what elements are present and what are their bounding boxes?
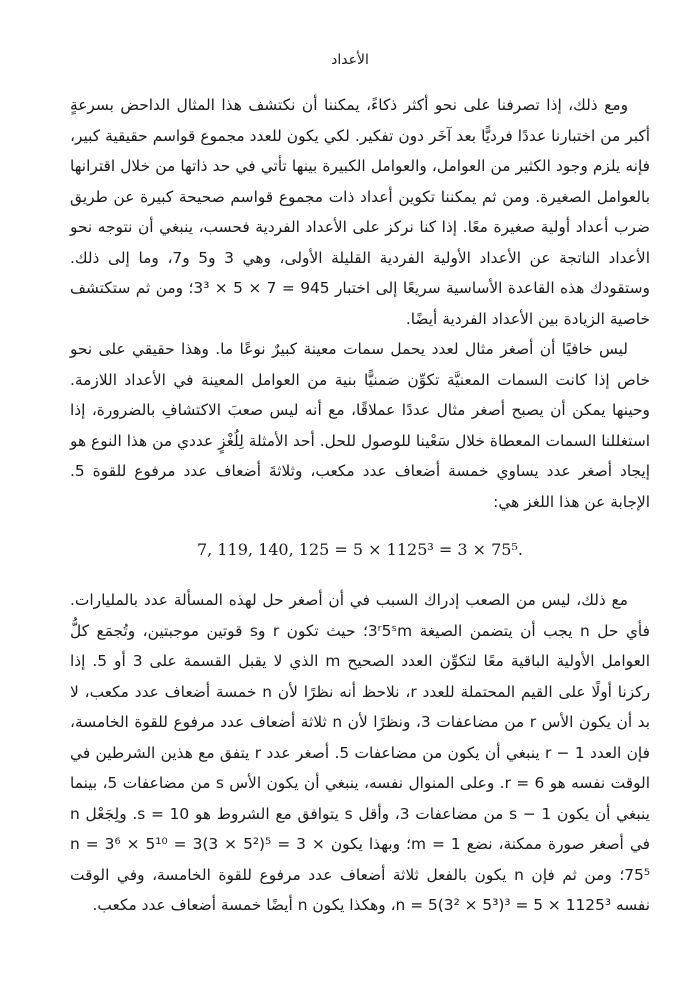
page-body xyxy=(70,90,650,921)
paragraph-2: ليس خافيًا أن أصغر مثال لعدد يحمل سمات معينة كبيرٌ نوعًا ما. وهذا حقيقي على نحو خاص إذا كانت السمات المعنيَّة تكوِّن ضمنيًّا بنية من العوامل المعينة في الأعداد اللازمة. وحينها يمكن أن يصبح أصغر مثال عددًا عملاقًا، مع أنه ليس صعبَ الاكتشافِ بالضرورة، إذا استغللنا السمات المعطاة خلال سَعْينا للوصول للحل. أحد الأمثلة لِلُغْزٍ عددي من هذا النوع هو إيجاد أصغر عدد يساوي خمسة أضعاف عدد مكعب، وثلاثةَ أضعاف عدد مرفوع للقوة 5. الإجابة عن هذا اللغز هي: xyxy=(70,340,650,511)
running-head: الأعداد xyxy=(331,52,369,68)
display-equation: 7, 119, 140, 125 = 5 × 1125³ = 3 × 75⁵. xyxy=(197,540,523,559)
paragraph-1: ومع ذلك، إذا تصرفنا على نحو أكثر ذكاءً، يمكننا أن نكتشف هذا المثال الداحض بسرعةٍ أكبر من اختبارنا عددًا فرديًّا بعد آخَر دون تفكير. لكي يكون للعدد مجموع قواسم حقيقية كبير، فإنه يلزم وجود الكثير من العوامل، والعوامل الكبيرة بينها تأتي في حد ذاتها من خلال اقترانها بالعوامل الصغيرة. ومن ثم يمكننا تكوين أعداد ذات مجموع قواسم صحيحة كبيرة عن طريق ضرب أعداد أولية صغيرة معًا. إذا كنا نركز على الأعداد الفردية فحسب، ينبغي أن نتوجه نحو الأعداد الناتجة عن الأعداد الأولية الفردية القليلة الأولى، وهي 3 و5 و7، وما إلى ذلك. وستقودك هذه القاعدة الأساسية سريعًا إلى اختبار 945 = 7 × 5 × 3³؛ ومن ثم ستكتشف خاصية الزيادة بين الأعداد الفردية أيضًا. xyxy=(70,96,650,328)
paragraph-3: مع ذلك، ليس من الصعب إدراك السبب في أن أصغر حل لهذه المسألة عدد بالمليارات. فأي حل n يجب أن يتضمن الصيغة 3ʳ5ˢm؛ حيث تكون r وs قوتين موجبتين، وتُجمَع كلُّ العوامل الأولية الباقية معًا لتكوِّن العدد الصحيح m الذي لا يقبل القسمة على 3 أو 5. إذا ركزنا أولًا على القيم المحتملة للعدد r، نلاحظ أنه نظرًا لأن n خمسة أضعاف عدد مكعب، لا بد أن يكون الأس r من مضاعفات 3، ونظرًا لأن n ثلاثة أضعاف عدد مرفوع للقوة الخامسة، فإن العدد r − 1 ينبغي أن يكون من مضاعفات 5. أصغر عدد r يتفق مع هذين الشرطين في الوقت نفسه هو r = 6. وعلى المنوال نفسه، ينبغي أن يكون الأس s من مضاعفات 5، بينما ينبغي أن يكون s − 1 من مضاعفات 3، وأقل s يتوافق مع الشروط هو s = 10. ولِجَعْل n في أصغر صورة ممكنة، نضع m = 1؛ وبهذا يكون n = 3⁶ × 5¹⁰ = 3(3 × 5²)⁵ = 3 × 75⁵؛ ومن ثم فإن n يكون بالفعل ثلاثة أضعاف عدد مرفوع للقوة الخامسة، وفي الوقت نفسه n = 5(3² × 5³)³ = 5 × 1125³، وهكذا يكون n أيضًا خمسة أضعاف عدد مكعب. xyxy=(70,591,651,914)
